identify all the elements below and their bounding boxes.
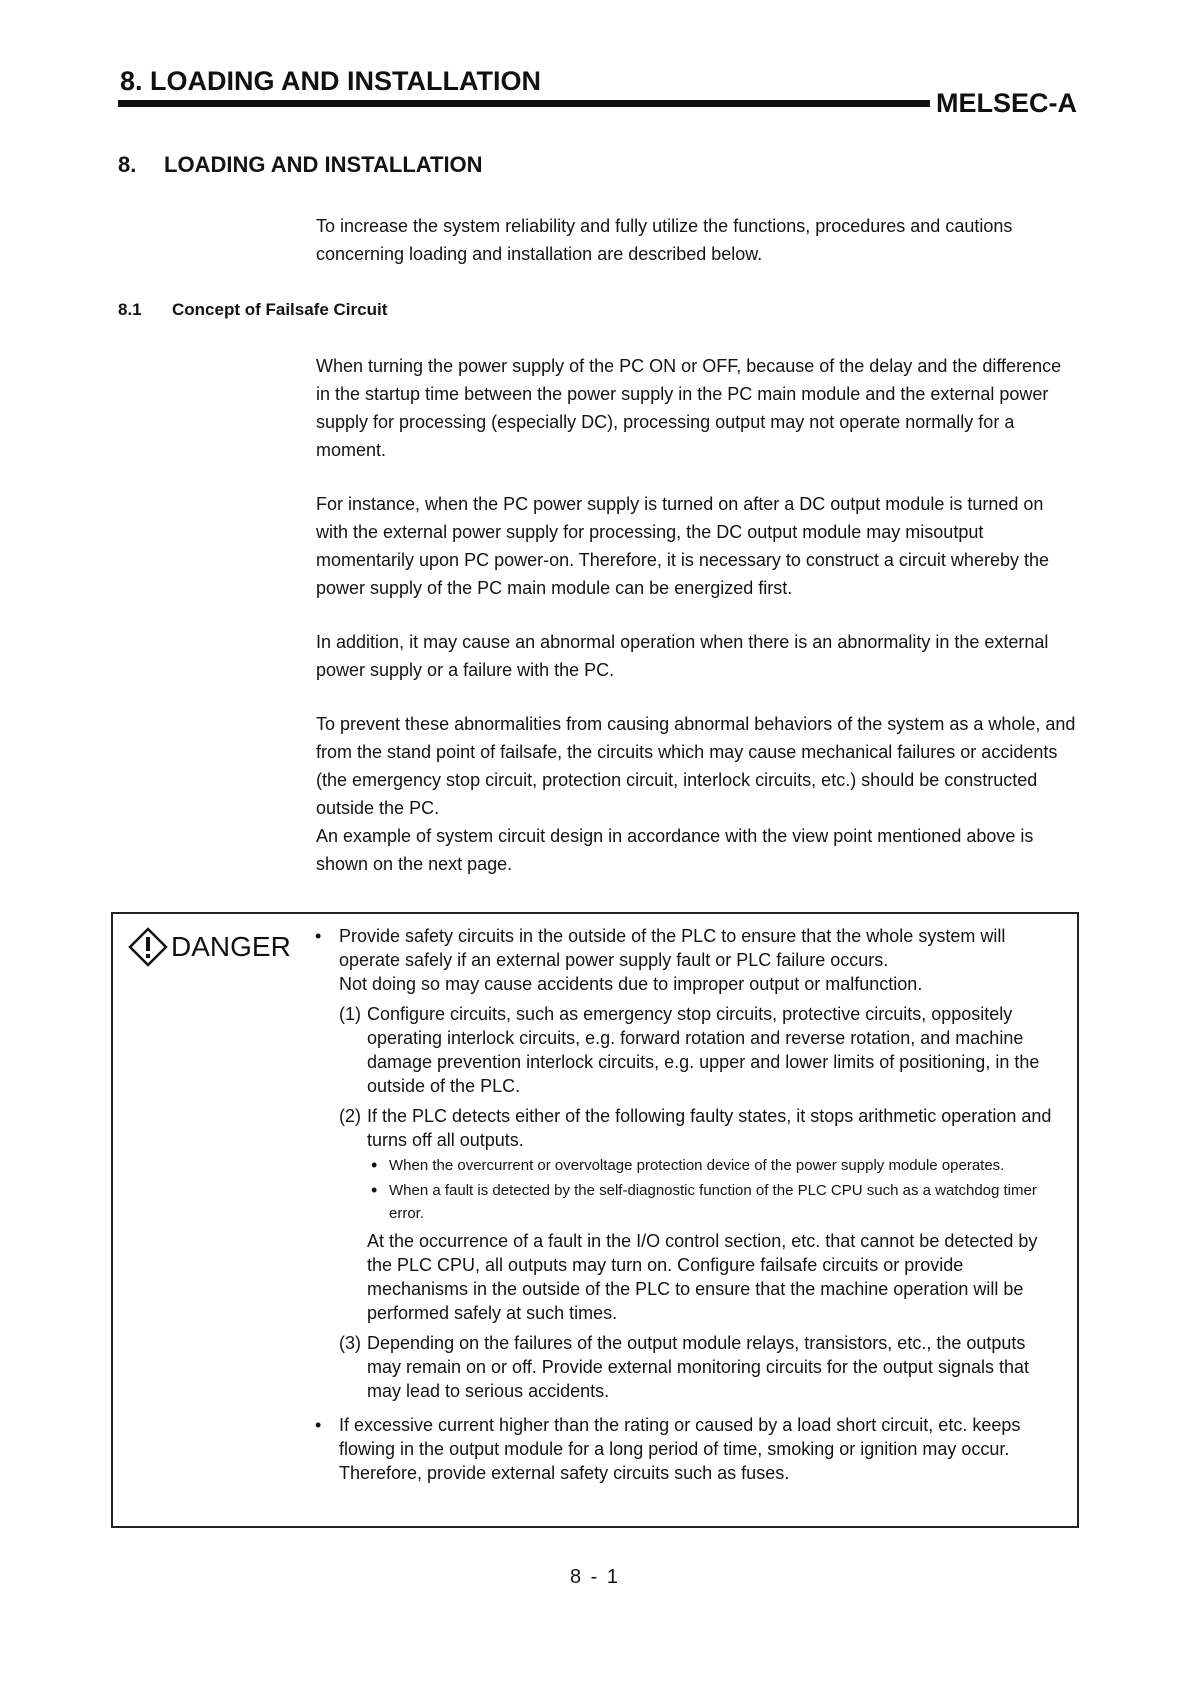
danger-label-text: DANGER [171,931,291,962]
danger-item-2-num: (2) [339,1106,361,1126]
chapter-number: 8. [118,152,137,177]
header-rule [118,100,930,107]
danger-bullet-1 [311,924,1059,1403]
body-paragraph-5: An example of system circuit design in accordance with the view point mentioned above is shown on the next page. [316,826,1034,874]
body-paragraph-4: To prevent these abnormalities from causing abnormal behaviors of the system as a whole, and from the stand point of failsafe, the circuits which may cause mechanical failures or accidents (the emergency stop circuit, protection circuit, interlock circuits, etc.) should be constructed outside the PC. [316,714,1076,818]
danger-bullet-2-text: If excessive current higher than the rating or caused by a load short circuit, etc. keeps flowing in the output module for a long period of time, smoking or ignition may occur. Therefore, provide external safety circuits such as fuses. [339,1415,1021,1483]
bullet-dot: • [315,926,322,946]
bullet-dot: • [371,1155,378,1175]
danger-item-2 [339,1104,1059,1325]
danger-list [311,924,1059,1485]
intro-paragraph: To increase the system reliability and fully utilize the functions, procedures and cautions concerning loading and installation are described below. [316,216,1013,264]
danger-item-3-text: Depending on the failures of the output module relays, transistors, etc., the outputs may remain on or off. Provide external monitoring circuits for the output signals that may lead to serious accidents. [367,1333,1029,1401]
danger-bullet-1-text2: Not doing so may cause accidents due to improper output or malfunction. [339,974,923,994]
danger-item-1-num: (1) [339,1004,361,1024]
spacer [311,1403,1059,1413]
danger-bullet-2 [311,1413,1059,1485]
chapter-title: LOADING AND INSTALLATION [164,152,483,177]
danger-item-2-text: If the PLC detects either of the following faulty states, it stops arithmetic operation and turns off all outputs. [367,1106,1052,1150]
section-heading [118,300,387,320]
bullet-dot: • [371,1180,378,1200]
danger-sub-bullet-1-text: When the overcurrent or overvoltage protection device of the power supply module operates. [389,1157,1005,1174]
danger-item-3-num: (3) [339,1333,361,1353]
page-header-title: 8. LOADING AND INSTALLATION [120,66,541,96]
danger-item-1 [339,1002,1059,1098]
warning-diamond-icon [127,926,169,968]
section-title: Concept of Failsafe Circuit [172,300,388,319]
danger-box [111,912,1079,1528]
bullet-dot: • [315,1415,322,1435]
danger-sub-bullet-2-text: When a fault is detected by the self-diagnostic function of the PLC CPU such as a watchdog timer error. [389,1182,1037,1222]
danger-item-3 [339,1331,1059,1403]
body-paragraph-3: In addition, it may cause an abnormal operation when there is an abnormality in the external power supply or a failure with the PC. [316,632,1049,680]
page-number: 8 - 1 [569,1566,621,1588]
danger-item-1-text: Configure circuits, such as emergency stop circuits, protective circuits, oppositely operating interlock circuits, e.g. forward rotation and reverse rotation, and machine damage prevention interlock circuits, e.g. upper and lower limits of positioning, in the outside of the PLC. [367,1004,1040,1096]
chapter-heading [118,152,483,178]
danger-sub-bullet-1 [367,1154,1059,1177]
body-paragraph-1: When turning the power supply of the PC ON or OFF, because of the delay and the difference in the startup time between the power supply in the PC main module and the external power supply for processing (especially DC), processing output may not operate normally for a moment. [316,356,1062,460]
danger-label [127,926,291,968]
header-brand: MELSEC-A [936,88,1077,118]
danger-item-2-after: At the occurrence of a fault in the I/O control section, etc. that cannot be detected by the PLC CPU, all outputs may turn on. Configure failsafe circuits or provide mechanisms in the outside of the PLC to ensure that the machine operation will be performed safely at such times. [367,1231,1038,1323]
section-number: 8.1 [118,300,142,319]
danger-bullet-1-text: Provide safety circuits in the outside of the PLC to ensure that the whole system will operate safely if an external power supply fault or PLC failure occurs. [339,926,1006,970]
danger-sub-bullet-2 [367,1179,1059,1225]
body-paragraph-2: For instance, when the PC power supply is turned on after a DC output module is turned on with the external power supply for processing, the DC output module may misoutput momentarily upon PC power-on. Therefore, it is necessary to construct a circuit whereby the power supply of the PC main module can be energized first. [316,494,1049,598]
